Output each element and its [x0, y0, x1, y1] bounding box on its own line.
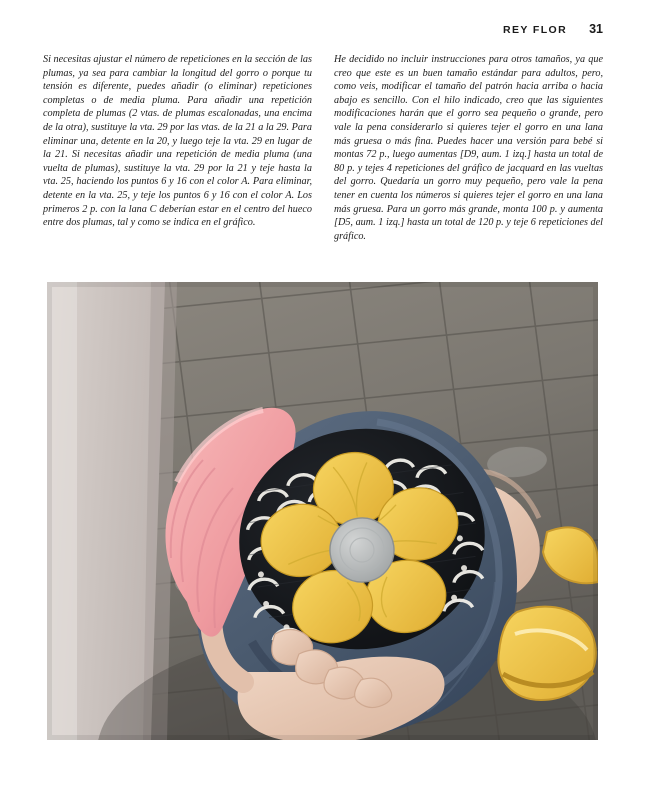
running-title: REY FLOR — [502, 24, 568, 36]
body-text-columns — [43, 53, 603, 243]
photo-illustration — [47, 282, 598, 740]
paragraph-right: He decidido no incluir instrucciones para otros tamaños, ya que creo que este es un buen tamaño estándar para adultos, pero, como veis, modificar el tamaño del patrón hacia arriba o hacia abajo es sencillo. Con el hilo indicado, creo que las siguientes modificaciones harán que el gorro sea pequeño o grande, pero vale la pena considerarlo si quieres tejer el gorro en una lana más gruesa o más fina. Puedes hacer una versión para bebé si montas 72 p., luego aumentas [D9, aum. 1 izq.] hasta un total de 80 p. y tejes 4 repeticiones del gráfico de jacquard en las vueltas del gorro. Quedaría un gorro muy pequeño, pero vale la pena tener en cuenta los números si quieres tejer el gorro en una lana más gruesa. Para un gorro más grande, monta 100 p. y aumenta [D5, aum. 1 izq.] hasta un total de 120 p. y teje 6 repeticiones del gráfico. — [334, 54, 603, 242]
page-footer-margin — [0, 747, 645, 787]
text-column-left — [43, 53, 312, 243]
page-header — [503, 22, 603, 36]
photograph — [47, 282, 598, 740]
paragraph-left: Si necesitas ajustar el número de repeticiones en la sección de las plumas, ya sea para cambiar la longitud del gorro o porque tu tensión es diferente, puedes añadir (o eliminar) repeticiones completas o de media pluma. Para añadir una repetición completa de plumas (2 vtas. de plumas escalonadas, una encima de la otra), sustituye la vta. 29 por las vtas. de la 21 a la 29. Para eliminar una, detente en la 20, y luego teje la vta. 29 en lugar de la 21. Si necesitas añadir una repetición de media pluma (una vuelta de plumas), sustituye la vta. 29 por la 21 y teje hasta la vta. 25, haciendo los puntos 6 y 16 con el color A. Para eliminar, detente en la vta. 25, y teje los puntos 6 y 16 con el color A. Los primeros 2 p. con la lana C deberían estar en el centro del hueco entre dos plumas, tal y como se indica en el gráfico. — [43, 54, 312, 229]
text-column-right — [334, 53, 603, 243]
page-number: 31 — [589, 22, 603, 36]
